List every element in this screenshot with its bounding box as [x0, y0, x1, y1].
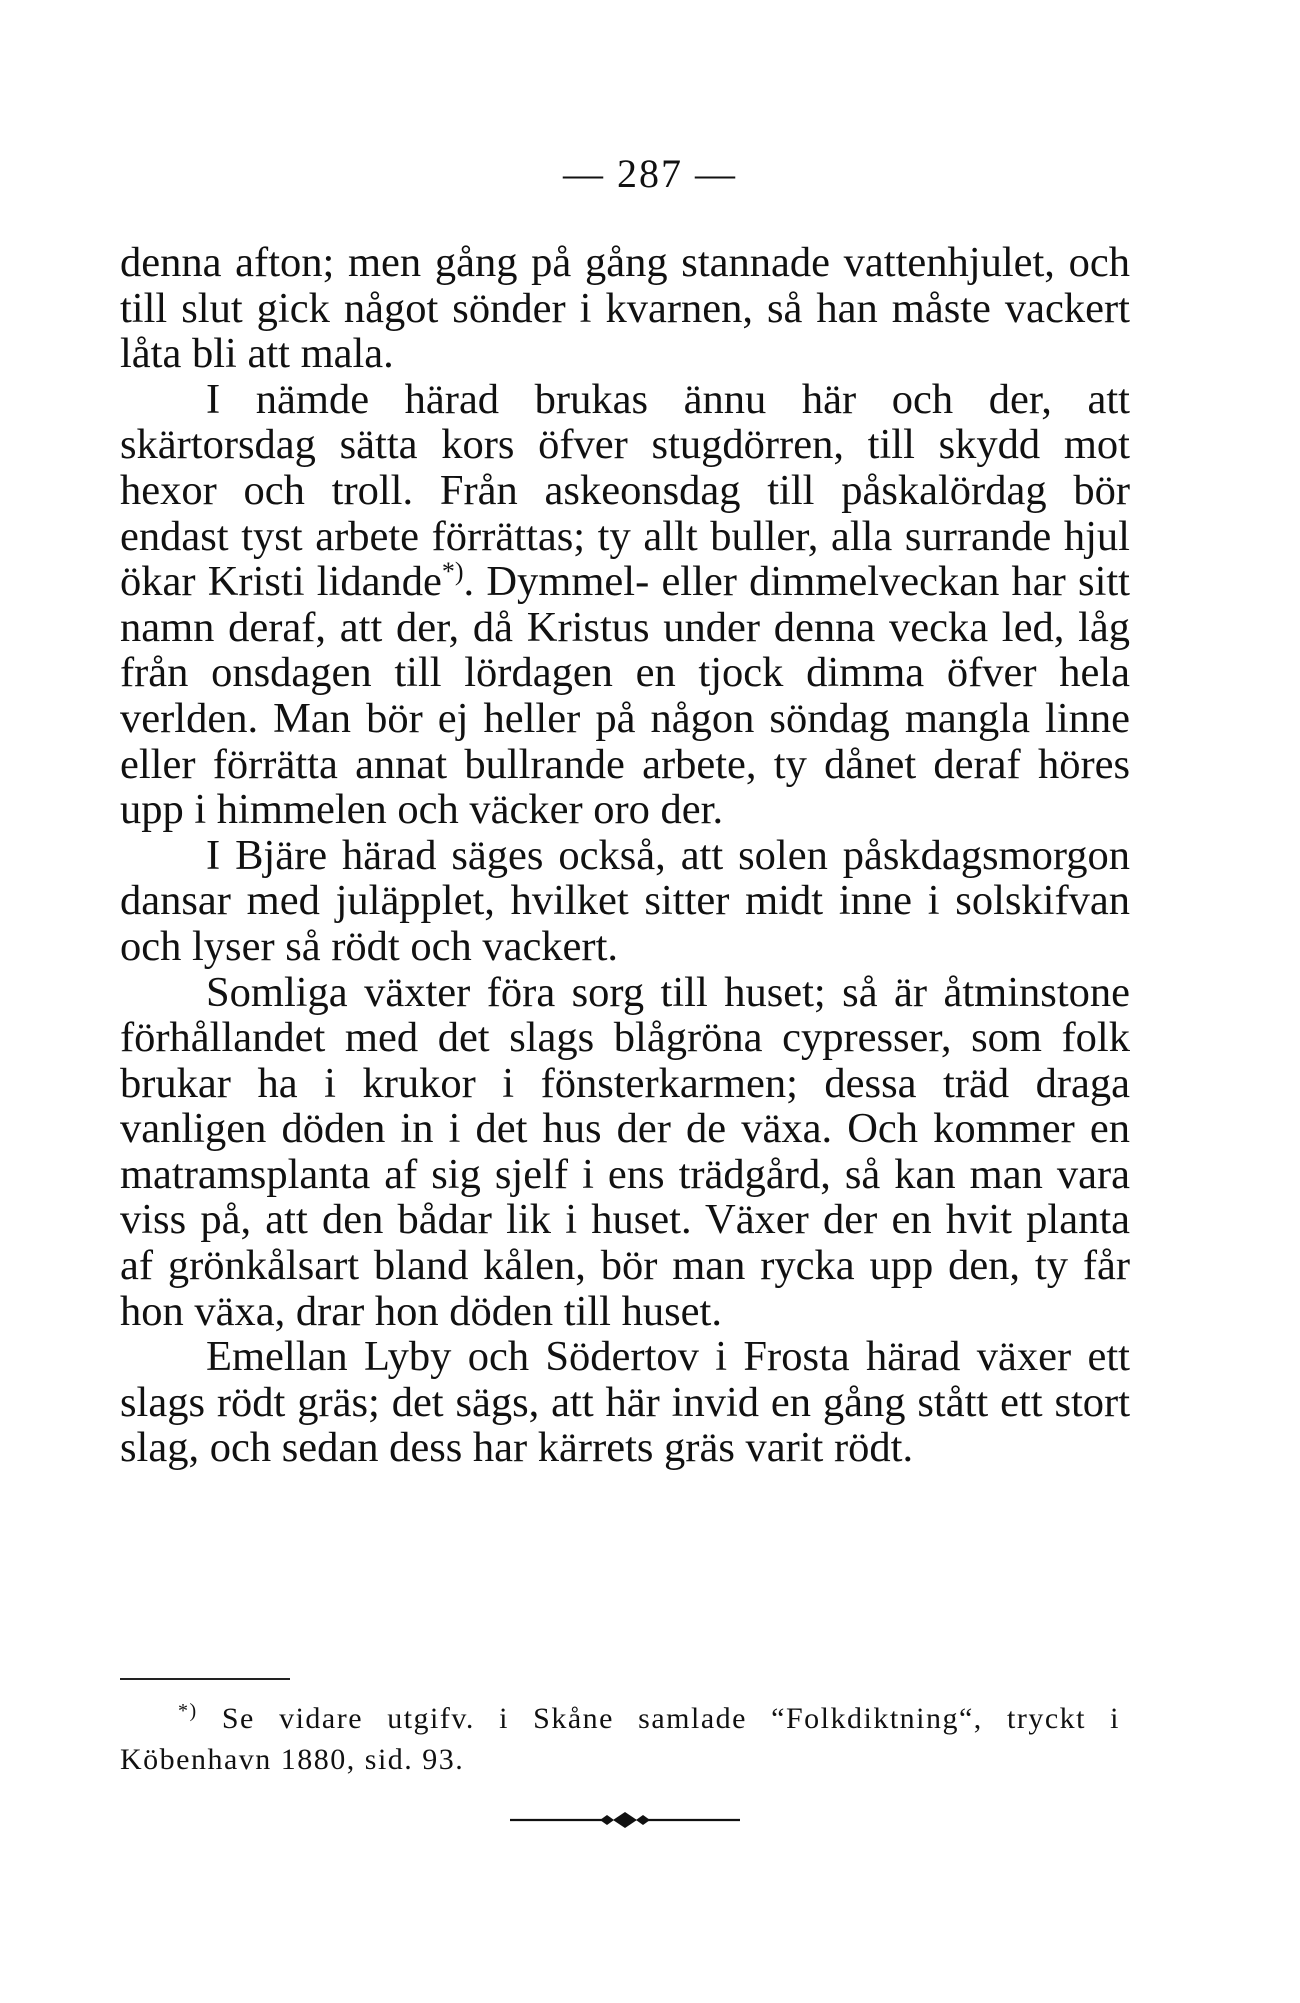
- ornament-diamond-center: [613, 1812, 637, 1828]
- body-text: [120, 240, 1130, 1471]
- paragraph-4: Somliga växter föra sorg till huset; så är åtminstone förhållandet med det slags blågröna cypresser, som folk brukar ha i krukor i fönsterkarmen; dessa träd draga vanligen döden in i det hus der de växa. Och kommer en matramsplanta af sig sjelf i ens trädgård, så kan man vara viss på, att den bådar lik i huset. Växer der en hvit planta af grönkålsart bland kålen, bör man rycka upp den, ty får hon växa, drar hon döden till huset.: [120, 968, 1130, 1335]
- paragraph-2-text-after-note: . Dymmel- eller dimmelveckan har sitt namn deraf, att der, då Kristus under denna vecka led, låg från onsdagen till lördagen en tjock dimma öfver hela verlden. Man bör ej heller på någon söndag mangla linne eller förrätta annat bullrande arbete, ty dånet deraf höres upp i himmelen och väcker oro der.: [120, 558, 1130, 834]
- paragraph-2-text-before-note: I nämde härad brukas ännu här och der, att skärtorsdag sätta kors öfver stugdörren, till skydd mot hexor och troll. Från askeonsdag till påskalördag bör endast tyst arbete förrättas; ty allt buller, alla surrande hjul ökar Kristi lidande: [120, 375, 1130, 606]
- footnote-mark: *): [178, 1700, 198, 1722]
- ornament-diamond-left: [600, 1815, 614, 1825]
- footnote-divider: [120, 1678, 290, 1680]
- paragraph-5: Emellan Lyby och Södertov i Frosta härad växer ett slags rödt gräs; det sägs, att här invid en gång stått ett stort slag, och sedan dess har kärrets gräs varit rödt.: [120, 1333, 1130, 1472]
- paragraph-2: [120, 377, 1130, 833]
- divider-ornament: [510, 1812, 740, 1828]
- page-number: — 287 —: [563, 151, 737, 196]
- paragraph-1: denna afton; men gång på gång stannade vattenhjulet, och till slut gick något sönder i kvarnen, så han måste vackert låta bli att mala.: [120, 239, 1130, 378]
- footnote-reference: *): [441, 557, 464, 586]
- footnote: [120, 1698, 1120, 1780]
- paragraph-3: I Bjäre härad säges också, att solen påskdagsmorgon dansar med juläpplet, hvilket sitter midt inne i solskifvan och lyser så rödt och vackert.: [120, 831, 1130, 970]
- footnote-text: Se vidare utgifv. i Skåne samlade “Folkdiktning“, tryckt i Köbenhavn 1880, sid. 93.: [120, 1702, 1121, 1776]
